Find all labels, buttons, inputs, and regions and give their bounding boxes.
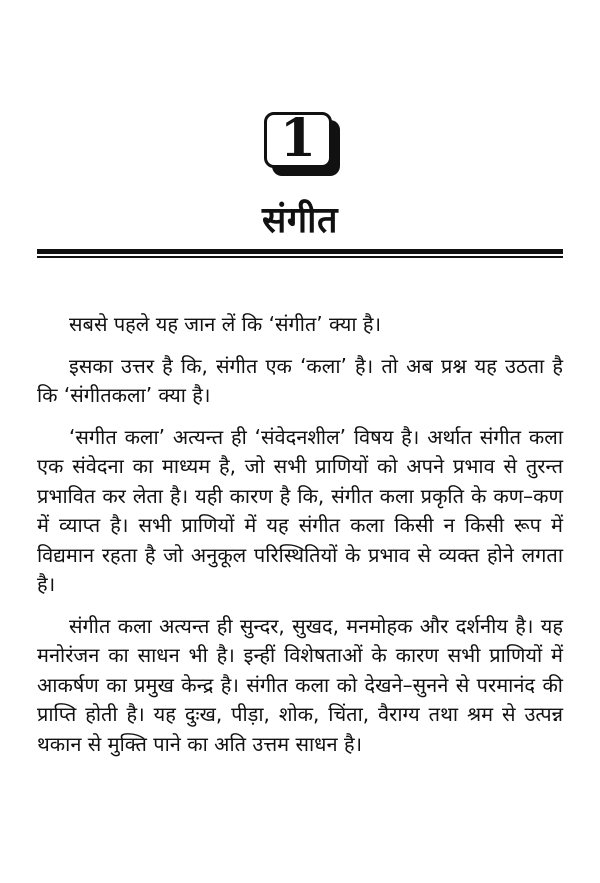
title-divider-thick xyxy=(37,249,563,254)
chapter-body xyxy=(37,310,563,771)
paragraph: संगीत कला अत्यन्त ही सुन्दर, सुखद, मनमोहक और दर्शनीय है। यह मनोरंजन का साधन भी है। इन्हीं विशेषताओं के कारण सभी प्राणियों में आकर्षण का प्रमुख केन्द्र है। संगीत कला को देखने–सुनने से परमानंद की प्राप्ति होती है। यह दुःख, पीड़ा, शोक, चिंता, वैराग्य तथा श्रम से उत्पन्न थकान से मुक्ति पाने का अति उत्तम साधन है। xyxy=(37,613,563,756)
paragraph: ‘सगीत कला’ अत्यन्त ही ‘संवेदनशील’ विषय है। अर्थात संगीत कला एक संवेदना का माध्यम है, जो सभी प्राणियों को अपने प्रभाव से तुरन्त प्रभावित कर लेता है। यही कारण है कि, संगीत कला प्रकृति के कण–कण में व्याप्त है। सभी प्राणियों में यह संगीत कला किसी न किसी रूप में विद्यमान रहता है जो अनुकूल परिस्थितियों के प्रभाव से व्यक्त होने लगता है। xyxy=(37,424,563,596)
chapter-number-box xyxy=(264,108,332,169)
paragraph: इसका उत्तर है कि, संगीत एक ‘कला’ है। तो अब प्रश्न यह उठता है कि ‘संगीतकला’ क्या है। xyxy=(37,353,563,407)
chapter-title: संगीत xyxy=(262,200,338,241)
chapter-number: 1 xyxy=(279,108,317,169)
title-divider-thin xyxy=(37,256,563,258)
paragraph: सबसे पहले यह जान लें कि ‘संगीत’ क्या है। xyxy=(69,312,382,336)
